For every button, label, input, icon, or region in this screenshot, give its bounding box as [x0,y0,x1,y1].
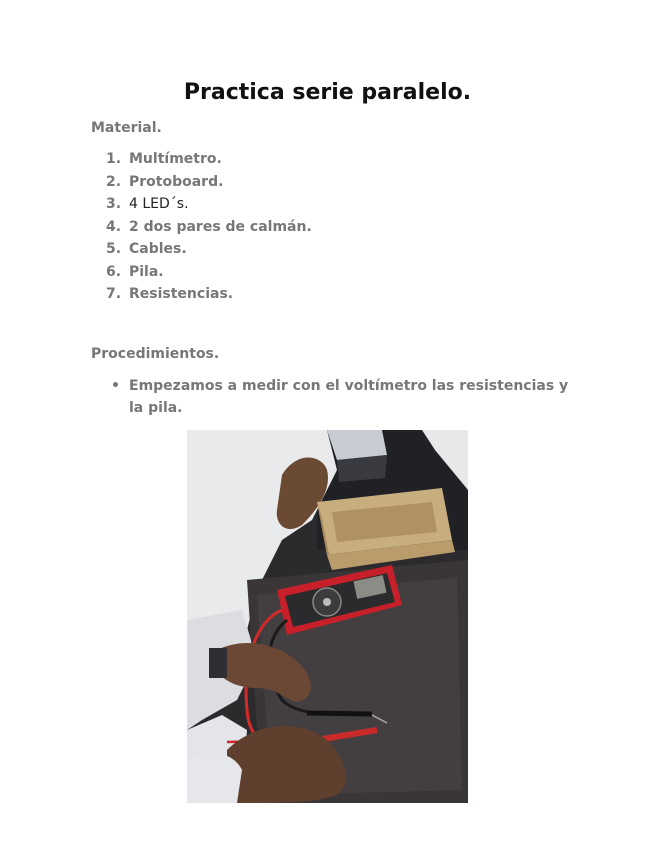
bullet-icon: • [111,378,120,394]
procedures-heading: Procedimientos. [91,346,220,362]
list-item: 3. 4 LED´s. [106,196,189,212]
list-item: 6. Pila. [106,263,164,280]
list-item: 4. 2 dos pares de calmán. [106,218,312,235]
procedure-item [111,375,581,419]
list-item: 5. Cables. [106,241,187,257]
materials-list [106,148,312,306]
material-heading: Material. [91,120,162,136]
lab-photo [187,430,468,803]
procedure-text: Empezamos a medir con el voltímetro las resistencias y la pila. [129,378,569,416]
page-title: Practica serie paralelo. [183,80,472,105]
list-item: 2. Protoboard. [106,173,224,190]
list-item: 1. Multímetro. [106,151,222,167]
list-item: 7. Resistencias. [106,286,234,302]
